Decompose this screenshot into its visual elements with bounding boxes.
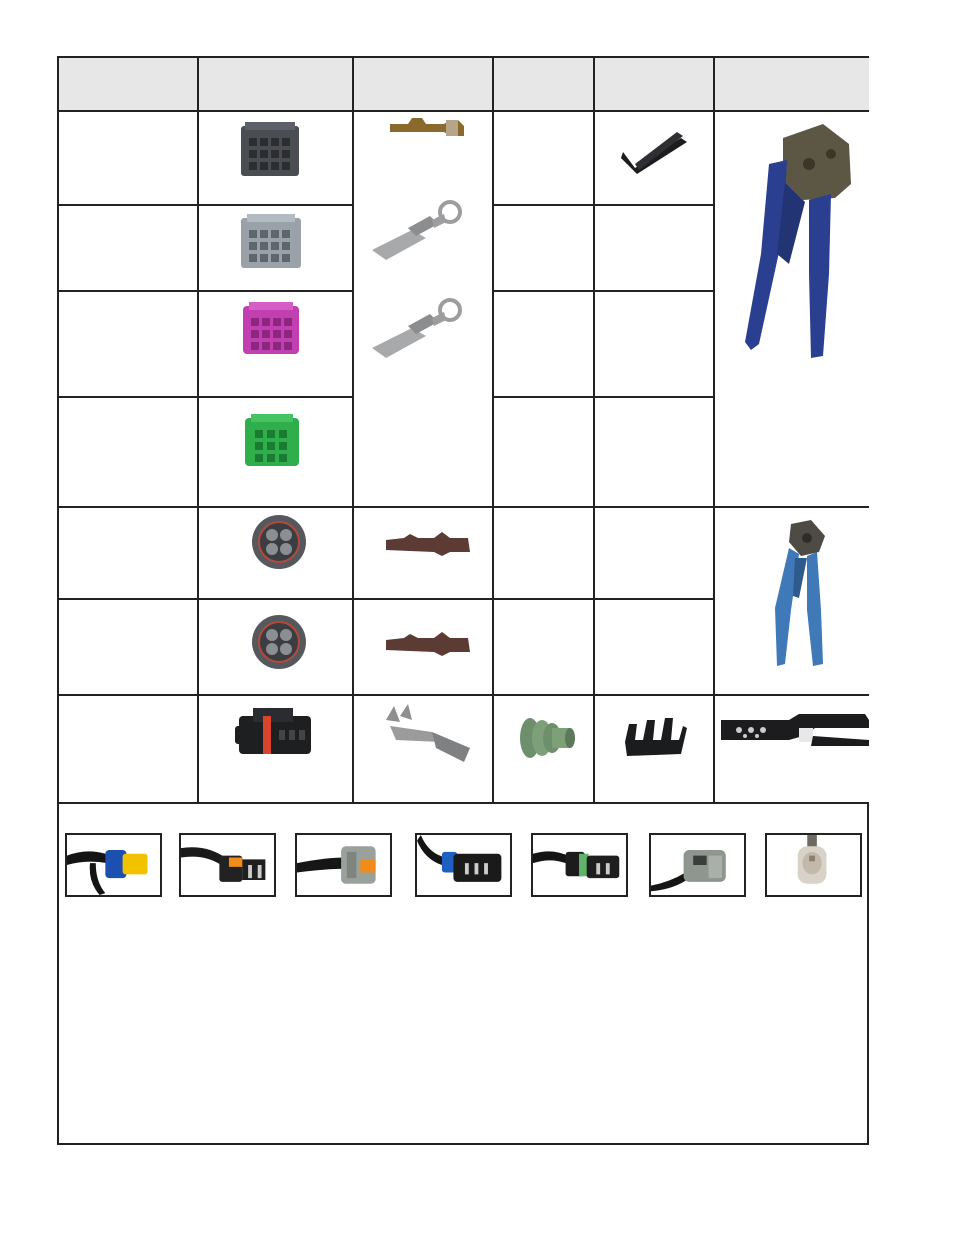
column-header-5 bbox=[595, 58, 715, 112]
housing-cell bbox=[199, 112, 354, 206]
terminal-cell bbox=[354, 508, 494, 600]
lock-cell bbox=[595, 600, 715, 696]
seal-cell bbox=[494, 206, 595, 292]
blue-3-way-connector-harness-thumb bbox=[415, 833, 512, 897]
lock-cell bbox=[595, 696, 715, 804]
terminal-cell bbox=[354, 112, 494, 508]
bronze-terminal-icon bbox=[388, 114, 468, 142]
seal-cell bbox=[494, 508, 595, 600]
parts-table bbox=[57, 56, 869, 1145]
seal-cell bbox=[494, 112, 595, 206]
grey-deutsch-connector-harness-thumb bbox=[649, 833, 746, 897]
grey-dt-connector-harness-thumb bbox=[295, 833, 392, 897]
lock-cell bbox=[595, 398, 715, 508]
housing-cell bbox=[199, 600, 354, 696]
round-housing-icon bbox=[249, 512, 309, 572]
brown-terminal-icon bbox=[384, 630, 472, 660]
crimp-tool-cell bbox=[715, 508, 869, 696]
housing-cell bbox=[199, 398, 354, 508]
crimp-tool-cell bbox=[715, 112, 869, 508]
part-number-cell bbox=[59, 600, 199, 696]
green-seal-connector-harness-thumb bbox=[531, 833, 628, 897]
black-sealed-housing-icon bbox=[233, 702, 319, 766]
silver-terminal-icon bbox=[368, 198, 468, 268]
housing-cell bbox=[199, 508, 354, 600]
seal-cell bbox=[494, 696, 595, 804]
violet-housing-icon bbox=[239, 300, 305, 360]
lock-cell bbox=[595, 112, 715, 206]
column-header-1 bbox=[59, 58, 199, 112]
part-number-cell bbox=[59, 508, 199, 600]
black-comb-lock-icon bbox=[621, 712, 689, 764]
lock-cell bbox=[595, 292, 715, 398]
part-number-cell bbox=[59, 696, 199, 804]
orange-connector-harness-thumb bbox=[179, 833, 276, 897]
column-header-2 bbox=[199, 58, 354, 112]
part-number-cell bbox=[59, 398, 199, 508]
housing-cell bbox=[199, 292, 354, 398]
lock-cell bbox=[595, 508, 715, 600]
crimp-tool-cell bbox=[715, 696, 869, 804]
lock-cell bbox=[595, 206, 715, 292]
flat-crimp-tool-icon bbox=[719, 710, 869, 760]
black-terminal-lock-icon bbox=[621, 128, 691, 176]
column-header-4 bbox=[494, 58, 595, 112]
grey-housing-icon bbox=[237, 212, 307, 274]
seal-cell bbox=[494, 398, 595, 508]
housing-cell bbox=[199, 696, 354, 804]
grey-sealed-terminal-icon bbox=[380, 702, 476, 766]
part-number-cell bbox=[59, 292, 199, 398]
terminal-cell bbox=[354, 600, 494, 696]
column-header-6 bbox=[715, 58, 869, 112]
green-housing-icon bbox=[241, 412, 305, 472]
seal-cell bbox=[494, 292, 595, 398]
silver-terminal-icon bbox=[368, 296, 468, 366]
light-blue-crimp-tool-icon bbox=[771, 518, 831, 668]
seal-cell bbox=[494, 600, 595, 696]
blue-handle-crimp-tool-icon bbox=[739, 124, 859, 358]
white-round-connector-harness-thumb bbox=[765, 833, 862, 897]
column-header-3 bbox=[354, 58, 494, 112]
brown-terminal-icon bbox=[384, 530, 472, 560]
part-number-cell bbox=[59, 112, 199, 206]
terminal-cell bbox=[354, 696, 494, 804]
housing-cell bbox=[199, 206, 354, 292]
round-housing-icon bbox=[249, 612, 309, 672]
yellow-connector-harness-thumb bbox=[65, 833, 162, 897]
part-number-cell bbox=[59, 206, 199, 292]
black-housing-icon bbox=[237, 120, 305, 182]
green-wire-seal-icon bbox=[518, 712, 576, 766]
